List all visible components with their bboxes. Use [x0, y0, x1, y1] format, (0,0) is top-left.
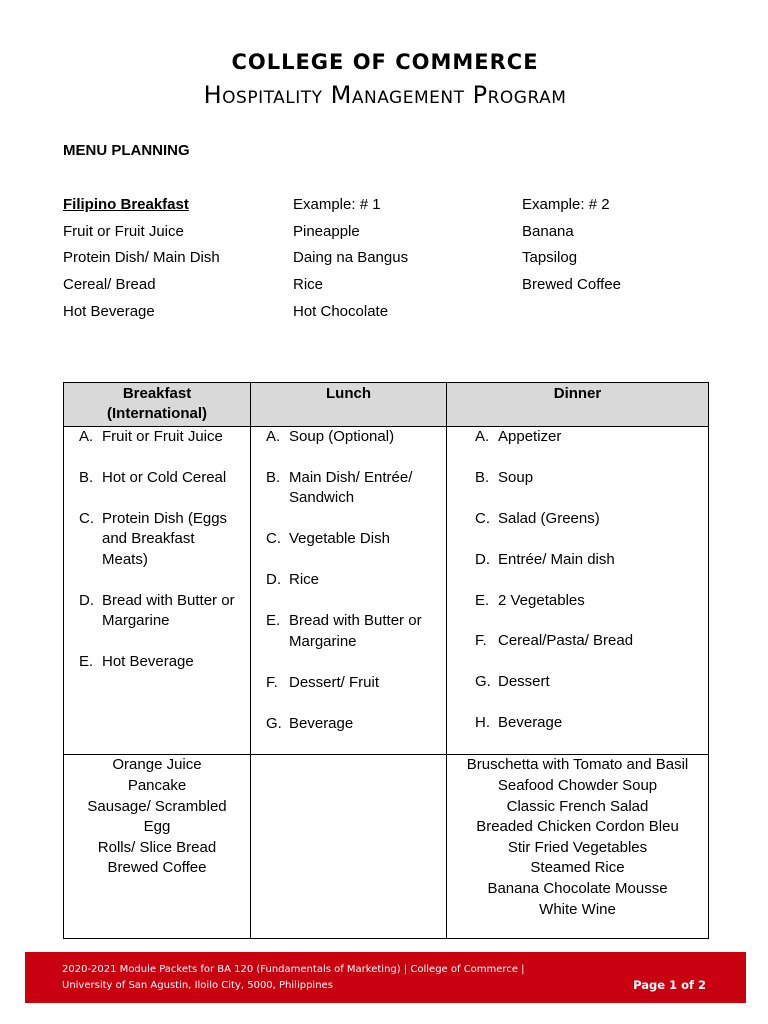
sample-menu-item: Sausage/ Scrambled Egg: [87, 797, 227, 836]
pattern-item: [266, 714, 440, 735]
page-number: Page 1 of 2: [633, 978, 706, 992]
item-letter: C.: [475, 509, 490, 527]
item-text: 2 Vegetables: [498, 591, 585, 609]
pattern-item: [79, 427, 244, 448]
fb-example-2: Tapsilog: [522, 249, 578, 267]
pattern-item: [79, 468, 244, 489]
sample-menu-item: Classic French Salad: [506, 797, 649, 815]
item-text: Beverage: [498, 714, 563, 732]
item-letter: D.: [475, 550, 490, 568]
fb-header-row: [63, 196, 723, 223]
item-text: Protein Dish (Eggs and Breakfast Meats): [102, 509, 228, 568]
pattern-item: [475, 672, 702, 693]
program-title: Hospitality Management Program: [203, 81, 567, 109]
fb-course: Cereal/ Bread: [63, 276, 156, 294]
item-text: Hot Beverage: [102, 653, 194, 671]
item-text: Bread with Butter or Margarine: [289, 612, 422, 650]
sample-menu-item: Breaded Chicken Cordon Bleu: [476, 818, 679, 836]
breakfast-pattern-list: [79, 427, 244, 673]
fb-row: [63, 303, 723, 330]
lunch-pattern-cell: [251, 427, 447, 755]
item-letter: B.: [266, 468, 281, 486]
lunch-header: Lunch: [251, 383, 447, 427]
sample-menu-item: Banana Chocolate Mousse: [487, 879, 668, 897]
item-letter: G.: [475, 673, 491, 691]
item-text: Dessert: [498, 673, 550, 691]
sample-menu-item: Steamed Rice: [530, 859, 625, 877]
menu-sample-row: [64, 755, 709, 939]
fb-course: Fruit or Fruit Juice: [63, 222, 184, 240]
pattern-item: [475, 468, 702, 489]
breakfast-header: [64, 383, 251, 427]
breakfast-header-label: Breakfast (International): [107, 385, 207, 422]
sample-menu-item: Brewed Coffee: [107, 859, 207, 877]
item-text: Main Dish/ Entrée/ Sandwich: [289, 468, 413, 507]
sample-menu-item: Orange Juice: [112, 756, 202, 774]
item-text: Dessert/ Fruit: [289, 673, 380, 691]
item-text: Fruit or Fruit Juice: [102, 428, 223, 445]
item-letter: E.: [266, 612, 281, 630]
lunch-sample-cell: [251, 755, 447, 939]
sample-menu-item: Bruschetta with Tomato and Basil: [466, 756, 689, 774]
fb-row: [63, 249, 723, 276]
item-letter: A.: [475, 428, 490, 445]
fb-example-1: Pineapple: [293, 222, 360, 240]
pattern-item: [266, 673, 440, 694]
breakfast-pattern-cell: [64, 427, 251, 755]
item-letter: C.: [79, 509, 94, 527]
sample-menu-item: Seafood Chowder Soup: [497, 777, 658, 795]
fb-title: Filipino Breakfast: [63, 196, 189, 213]
item-letter: D.: [79, 591, 94, 609]
pattern-item: [266, 427, 440, 448]
dinner-sample-cell: [447, 755, 709, 939]
item-text: Cereal/Pasta/ Bread: [498, 632, 634, 650]
dinner-header: Dinner: [447, 383, 709, 427]
section-title: MENU PLANNING: [63, 142, 190, 159]
fb-example-2-label: Example: # 2: [522, 196, 610, 213]
item-letter: B.: [79, 468, 94, 486]
footer-line-2: University of San Agustin, Iloilo City, 5000, Philippines: [62, 980, 333, 991]
pattern-item: [266, 611, 440, 652]
item-text: Soup (Optional): [289, 428, 395, 445]
pattern-item: [79, 591, 244, 632]
item-letter: A.: [79, 428, 94, 445]
fb-course: Protein Dish/ Main Dish: [63, 249, 220, 267]
fb-course: Hot Beverage: [63, 302, 155, 320]
page-footer: [25, 952, 746, 1003]
item-text: Salad (Greens): [498, 509, 600, 527]
item-text: Entrée/ Main dish: [498, 550, 615, 568]
sample-menu-item: Stir Fried Vegetables: [507, 838, 648, 856]
pattern-item: [79, 652, 244, 673]
fb-example-2: Banana: [522, 222, 574, 240]
fb-row: [63, 223, 723, 250]
menu-pattern-row: [64, 427, 709, 755]
fb-example-1: Daing na Bangus: [293, 249, 409, 267]
item-letter: G.: [266, 714, 282, 732]
pattern-item: [266, 570, 440, 591]
item-text: Vegetable Dish: [289, 530, 390, 548]
dinner-pattern-cell: [447, 427, 709, 755]
item-letter: D.: [266, 571, 281, 589]
breakfast-sample-cell: [64, 755, 251, 939]
pattern-item: [475, 509, 702, 530]
dinner-pattern-list: [475, 427, 702, 734]
item-letter: A.: [266, 428, 281, 445]
pattern-item: [475, 631, 702, 652]
item-text: Soup: [498, 468, 534, 486]
sample-menu-item: Rolls/ Slice Bread: [97, 838, 217, 856]
menu-header-row: [64, 383, 709, 427]
filipino-breakfast-block: [63, 196, 723, 329]
item-text: Bread with Butter or Margarine: [102, 591, 235, 630]
footer-line-1: 2020-2021 Module Packets for BA 120 (Fundamentals of Marketing) | College of Commerce |: [62, 964, 525, 975]
sample-menu-item: Pancake: [127, 777, 187, 795]
fb-example-2: Brewed Coffee: [522, 276, 621, 294]
footer-text: [62, 962, 525, 994]
item-letter: B.: [475, 468, 490, 486]
pattern-item: [266, 529, 440, 550]
item-letter: E.: [475, 591, 490, 609]
pattern-item: [475, 591, 702, 612]
lunch-pattern-list: [266, 427, 440, 734]
item-text: Rice: [289, 571, 320, 589]
pattern-item: [475, 427, 702, 448]
item-text: Hot or Cold Cereal: [102, 468, 227, 486]
item-letter: H.: [475, 714, 490, 732]
college-title: COLLEGE OF COMMERCE: [231, 50, 539, 74]
pattern-item: [475, 713, 702, 734]
pattern-item: [79, 509, 244, 571]
fb-example-1: Rice: [293, 276, 324, 294]
pattern-item: [475, 550, 702, 571]
item-letter: F.: [266, 673, 278, 691]
item-text: Beverage: [289, 714, 354, 732]
fb-example-1-label: Example: # 1: [293, 196, 381, 213]
sample-menu-item: White Wine: [539, 900, 616, 918]
item-letter: C.: [266, 530, 281, 548]
item-text: Appetizer: [498, 428, 562, 445]
menu-table: [63, 382, 709, 939]
pattern-item: [266, 468, 440, 509]
fb-example-1: Hot Chocolate: [293, 302, 389, 320]
fb-row: [63, 276, 723, 303]
item-letter: F.: [475, 632, 487, 650]
item-letter: E.: [79, 653, 94, 671]
